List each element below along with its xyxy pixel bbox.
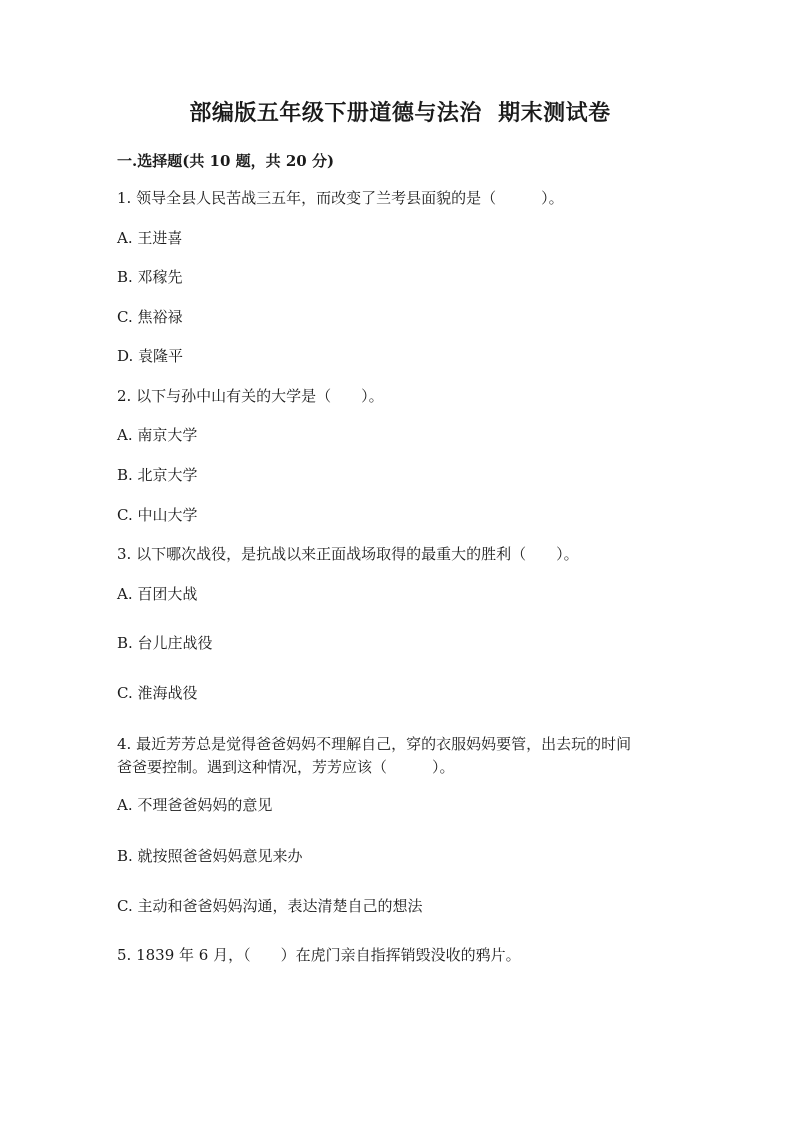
question-1-option-d: D. 袁隆平: [117, 347, 184, 365]
question-2-option-c: C. 中山大学: [117, 506, 198, 524]
question-1-option-c: C. 焦裕禄: [117, 308, 183, 326]
question-1-option-b: B. 邓稼先: [117, 268, 183, 286]
question-2-option-a: A. 南京大学: [117, 426, 198, 444]
question-4-stem-line-2: 爸爸要控制。遇到这种情况，芳芳应该（ ）。: [117, 758, 455, 776]
question-3-option-b: B. 台儿庄战役: [117, 634, 213, 652]
section-heading: 一.选择题(共 10 题，共 20 分): [117, 152, 335, 170]
question-4-option-c: C. 主动和爸爸妈妈沟通，表达清楚自己的想法: [117, 897, 423, 915]
question-3-option-a: A. 百团大战: [117, 585, 198, 603]
question-5-stem: 5. 1839 年 6 月，（ ）在虎门亲自指挥销毁没收的鸦片。: [117, 946, 521, 964]
question-2-option-b: B. 北京大学: [117, 466, 198, 484]
question-4-option-a: A. 不理爸爸妈妈的意见: [117, 796, 273, 814]
page-title: 部编版五年级下册道德与法治 期末测试卷: [189, 100, 611, 126]
question-4-stem-line-1: 4. 最近芳芳总是觉得爸爸妈妈不理解自己，穿的衣服妈妈要管，出去玩的时间: [117, 735, 632, 753]
question-3-option-c: C. 淮海战役: [117, 684, 198, 702]
question-4-option-b: B. 就按照爸爸妈妈意见来办: [117, 847, 303, 865]
question-3-stem: 3. 以下哪次战役，是抗战以来正面战场取得的最重大的胜利（ ）。: [117, 545, 579, 563]
question-1-stem: 1. 领导全县人民苦战三五年，而改变了兰考县面貌的是（ ）。: [117, 189, 564, 207]
question-1-option-a: A. 王进喜: [117, 229, 183, 247]
question-2-stem: 2. 以下与孙中山有关的大学是（ ）。: [117, 387, 384, 405]
